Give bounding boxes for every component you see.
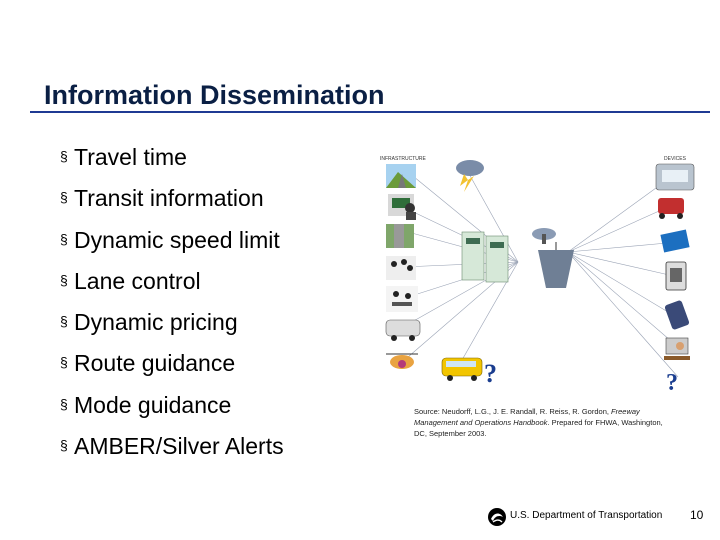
landscape-road-icon — [386, 164, 416, 188]
bullet-text: AMBER/Silver Alerts — [74, 433, 284, 460]
sign-board-icon — [666, 262, 686, 290]
bullet-item — [60, 301, 284, 342]
pda-device-icon — [664, 300, 690, 331]
camera-operator-icon — [405, 203, 416, 220]
bullet-list — [60, 136, 284, 466]
dot-logo-icon — [487, 507, 507, 527]
bullet-text: Travel time — [74, 144, 187, 170]
bullet-text: Lane control — [74, 267, 201, 294]
department-name: U.S. Department of Transportation — [510, 510, 663, 521]
server-hub-icon — [462, 232, 508, 282]
car-navigation-icon — [658, 198, 684, 219]
infrastructure-label: INFRASTRUCTURE — [380, 156, 426, 162]
bullet-text: Transit information — [74, 185, 264, 212]
connection-lines — [403, 172, 678, 377]
bullet-icon: § — [60, 189, 68, 206]
school-bus-icon — [442, 358, 482, 381]
bullet-icon: § — [60, 354, 68, 371]
bullet-icon: § — [60, 271, 68, 288]
question-mark-right: ? — [666, 370, 678, 392]
source-citation — [414, 406, 674, 439]
bullet-icon: § — [60, 148, 68, 164]
speaker-icon — [660, 229, 689, 252]
source-book-title: Freeway Management and Operations Handbook — [414, 407, 640, 427]
bullet-text: Route guidance — [74, 350, 236, 377]
emergency-vehicle-icon — [386, 320, 420, 341]
windshield-display-icon — [656, 164, 694, 190]
title-divider — [30, 111, 710, 113]
bullet-item — [60, 342, 284, 383]
bullet-item — [60, 260, 284, 301]
helicopter-icon — [386, 354, 418, 369]
slide-title: Information Dissemination — [44, 80, 385, 110]
weather-storm-icon — [456, 160, 484, 192]
bullet-item — [60, 136, 284, 177]
bullet-item — [60, 425, 284, 466]
bullet-icon: § — [60, 437, 68, 454]
bullet-text: Dynamic speed limit — [74, 226, 280, 253]
traffic-highway-icon — [386, 224, 414, 248]
broadcast-tower-icon — [538, 242, 574, 288]
source-prefix: Source: Neudorff, L.G., J. E. Randall, R. Reiss, R. Gordon, — [414, 407, 609, 416]
devices-label: DEVICES — [664, 156, 686, 162]
desktop-user-icon — [664, 338, 690, 360]
question-mark-left: ? — [484, 359, 497, 388]
bullet-item — [60, 177, 284, 218]
bullet-icon: § — [60, 395, 68, 412]
bullet-item — [60, 219, 284, 260]
bullet-item — [60, 384, 284, 425]
bullet-text: Mode guidance — [74, 391, 232, 418]
group-people-icon — [386, 256, 416, 280]
information-flow-diagram — [378, 152, 708, 392]
bullet-text: Dynamic pricing — [74, 309, 238, 336]
meeting-people-icon — [386, 286, 418, 312]
source-suffix: . Prepared for FHWA, Washington, DC, September 2003. — [414, 418, 663, 438]
bullet-icon: § — [60, 230, 68, 247]
bullet-icon: § — [60, 313, 68, 330]
page-number: 10 — [690, 508, 704, 522]
satellite-dish-icon — [532, 228, 556, 244]
